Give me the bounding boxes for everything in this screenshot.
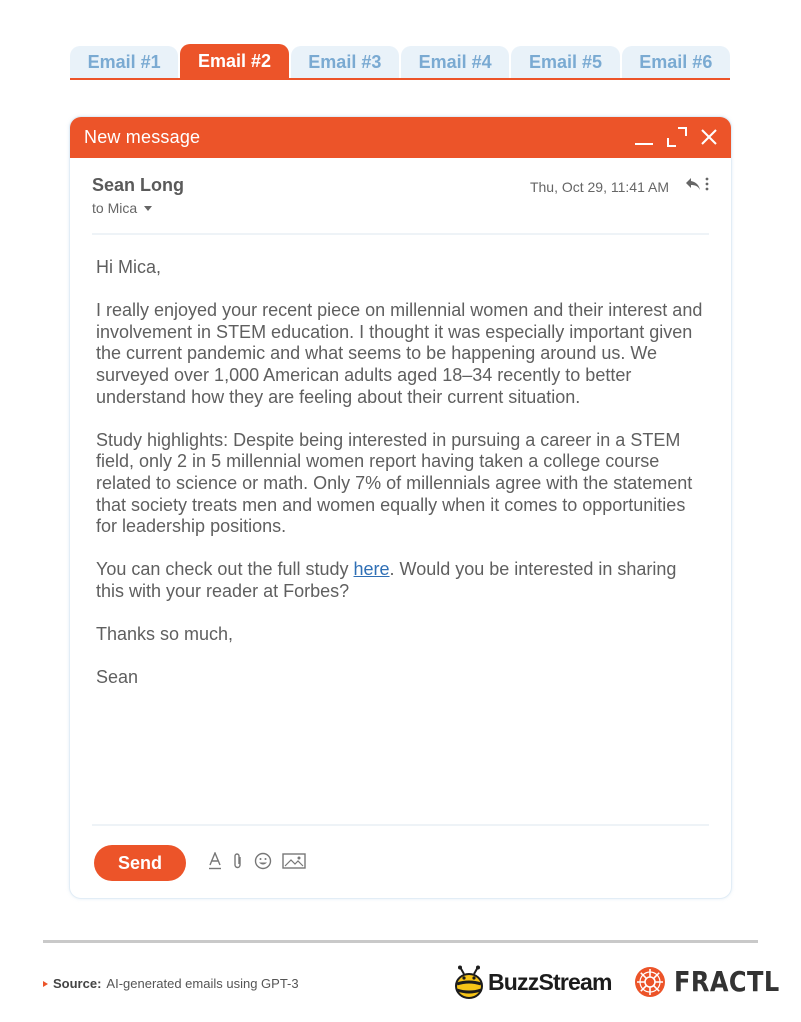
reply-icon[interactable] [685, 177, 701, 191]
window-controls [633, 124, 719, 150]
source-label: Source: [53, 976, 102, 991]
message-meta [92, 175, 709, 235]
footer-divider [43, 940, 758, 943]
message-actions [685, 177, 709, 191]
body-paragraph-2: Study highlights: Despite being interested in pursuing a career in a STEM field, only 2 in 5 millennial women report having taken a college course related to science or math. Only 7% of millennials agree with the statement that society treats men and women equally when it comes to opportunities for leadership positions. [96, 429, 693, 537]
buzzstream-logo [454, 965, 612, 999]
recipient-dropdown[interactable] [92, 200, 153, 216]
tab-email-4[interactable]: Email #4 [401, 46, 509, 78]
message-date: Thu, Oct 29, 11:41 AM [529, 179, 669, 195]
source-note [43, 976, 299, 991]
send-button[interactable]: Send [94, 845, 186, 881]
close-icon[interactable] [699, 127, 719, 147]
caret-down-icon [143, 203, 153, 213]
study-link[interactable]: here [353, 559, 390, 580]
body-paragraph-3 [96, 559, 706, 602]
window-title: New message [84, 127, 201, 147]
expand-icon[interactable] [665, 125, 689, 149]
tab-email-6[interactable]: Email #6 [622, 46, 730, 78]
fractl-logo [634, 965, 797, 998]
attach-icon[interactable] [232, 852, 244, 870]
bullet-icon [43, 981, 48, 987]
sender-name: Sean Long [92, 175, 185, 195]
body-paragraph-1: I really enjoyed your recent piece on millennial women and their interest and involvement in STEM education. I thought it was especially important given the current pandemic and what seems to be happening around us. We surveyed over 1,000 American adults aged 18–34 recently to better understand how they are feeling about their current situation. [96, 300, 703, 407]
paragraph-3-text-end: . Would you be interested in sharing this with your reader at Forbes? [96, 559, 677, 601]
tab-email-5[interactable]: Email #5 [511, 46, 619, 78]
fractl-wordmark: FRACTL [674, 965, 780, 998]
greeting: Hi Mica, [96, 257, 162, 277]
source-text: AI-generated emails using GPT-3 [106, 976, 299, 991]
window-header [70, 117, 731, 158]
emoji-icon[interactable] [254, 852, 272, 870]
fractl-mark-icon [634, 966, 666, 998]
compose-divider [92, 824, 709, 826]
paragraph-3-text-start: You can check out the full study [96, 559, 354, 580]
tab-email-1[interactable]: Email #1 [70, 46, 178, 78]
tab-email-3[interactable]: Email #3 [291, 46, 399, 78]
recipient-label: to Mica [92, 200, 138, 216]
closing: Thanks so much, [96, 624, 234, 645]
signature: Sean [96, 667, 139, 688]
message-body [96, 257, 706, 710]
image-icon[interactable] [282, 852, 306, 870]
minimize-icon[interactable] [633, 126, 655, 148]
more-options-icon[interactable] [705, 177, 709, 191]
compose-toolbar [208, 852, 306, 870]
buzzstream-wordmark: BuzzStream [488, 968, 612, 995]
email-tabs [70, 46, 730, 80]
text-format-icon[interactable] [208, 852, 222, 870]
tab-email-2[interactable]: Email #2 [180, 44, 288, 78]
email-window [69, 116, 732, 899]
bee-icon [454, 965, 484, 999]
